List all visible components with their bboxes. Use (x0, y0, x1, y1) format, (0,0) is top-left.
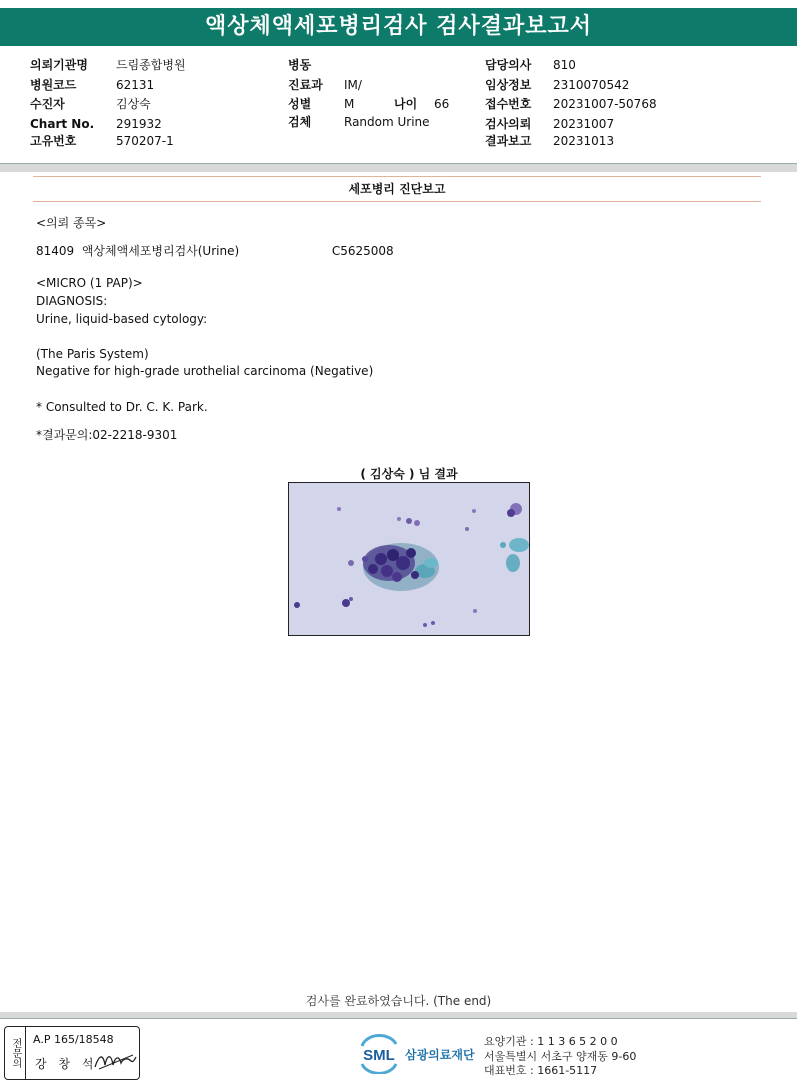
test-line (36, 243, 394, 259)
header-row-hospital-code (30, 78, 154, 92)
header-row-receipt-no (485, 97, 657, 111)
header-row-clinical-info (485, 78, 629, 92)
header-row-department (288, 78, 362, 92)
footer-institution-code: 요양기관 : 1 1 3 6 5 2 0 0 (484, 1035, 618, 1048)
header-row-doctor (485, 58, 576, 72)
header-row-unique-id (30, 134, 174, 148)
header-value: 김상숙 (116, 97, 151, 111)
cytology-cells-illustration (289, 483, 529, 635)
header-value: 570207-1 (116, 134, 174, 148)
header-label: 검사의뢰 (485, 117, 532, 131)
header-row-request-date (485, 117, 614, 131)
system-line: (The Paris System) (36, 347, 149, 361)
header-row-chart-no (30, 117, 162, 131)
header-label: 결과보고 (485, 134, 532, 148)
specimen-line: Urine, liquid-based cytology: (36, 312, 208, 326)
request-heading: <의뢰 종목> (36, 216, 107, 230)
header-value-age: 66 (434, 97, 450, 111)
cytology-microscope-image (288, 482, 530, 636)
diagnosis-label: DIAGNOSIS: (36, 294, 108, 308)
header-label: 임상정보 (485, 78, 532, 92)
stamp-pathologist-name: 강 창 석 (35, 1057, 98, 1071)
header-label: 병원코드 (30, 78, 77, 92)
header-value: 20231013 (553, 134, 615, 148)
footer-divider (0, 1018, 797, 1019)
sml-organization-name: 삼광의료재단 (405, 1048, 475, 1062)
header-row-patient (30, 97, 151, 111)
test-name: 액상체액세포병리검사(Urine) (81, 244, 240, 258)
header-band (0, 164, 797, 172)
header-label-age: 나이 (394, 97, 418, 111)
header-value: IM/ (344, 78, 362, 92)
header-label: Chart No. (30, 117, 95, 131)
sml-logo-icon (356, 1034, 402, 1074)
header-value: 20231007 (553, 117, 615, 131)
section-title: 세포병리 진단보고 (33, 176, 761, 202)
stamp-ap-number: A.P 165/18548 (33, 1033, 114, 1046)
header-row-specimen (288, 115, 430, 129)
header-value: 810 (553, 58, 576, 72)
header-value: 드림종합병원 (116, 58, 186, 72)
header-label: 병동 (288, 58, 312, 72)
sml-logo-text: SML (363, 1047, 395, 1064)
header-label: 성별 (288, 97, 312, 111)
footer-phone: 대표번호 : 1661-5117 (484, 1064, 598, 1077)
micro-heading: <MICRO (1 PAP)> (36, 276, 143, 290)
diagnosis-result: Negative for high-grade urothelial carcinoma (Negative) (36, 364, 374, 378)
footer-band (0, 1012, 797, 1018)
header-label: 담당의사 (485, 58, 532, 72)
header-value: 62131 (116, 78, 155, 92)
end-text: 검사를 완료하였습니다. (The end) (305, 994, 492, 1008)
image-caption: ( 김상숙 ) 님 결과 (360, 467, 458, 481)
header-label: 의뢰기관명 (30, 58, 88, 72)
footer-address: 서울특별시 서초구 양재동 9-60 (484, 1050, 637, 1063)
header-row-sex (288, 97, 449, 111)
header-row-institution (30, 58, 186, 72)
header-value: 2310070542 (553, 78, 630, 92)
test-code: 81409 (36, 244, 75, 258)
test-id: C5625008 (331, 244, 394, 258)
header-value: 291932 (116, 117, 162, 131)
header-row-report-date (485, 134, 614, 148)
consult-line: * Consulted to Dr. C. K. Park. (36, 400, 208, 414)
header-value: M (344, 97, 355, 111)
signature-icon (93, 1049, 137, 1073)
header-label: 진료과 (288, 78, 323, 92)
header-label: 수진자 (30, 97, 65, 111)
header-value: 20231007-50768 (553, 97, 657, 111)
header-label: 검체 (288, 115, 312, 129)
stamp-side-label: 전문의 (5, 1027, 26, 1079)
report-title: 액상체액세포병리검사 검사결과보고서 (0, 8, 797, 46)
header-label: 접수번호 (485, 97, 532, 111)
inquiry-line: *결과문의:02-2218-9301 (36, 428, 178, 442)
header-row-ward (288, 58, 344, 72)
header-label: 고유번호 (30, 134, 77, 148)
pathologist-stamp (4, 1026, 140, 1080)
header-value: Random Urine (344, 115, 430, 129)
